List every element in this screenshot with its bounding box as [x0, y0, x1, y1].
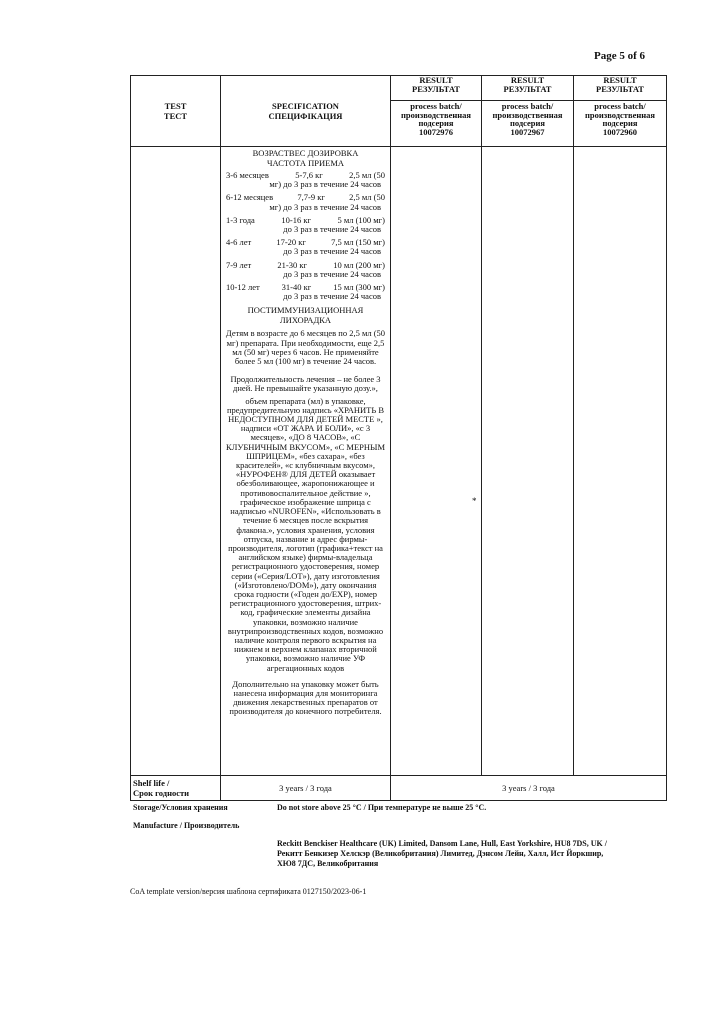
footer-template-version: CoA template version/версия шаблона сертификата 0127150/2023-06-1	[130, 887, 367, 896]
storage-value: Do not store above 25 °C / При температуре не выше 25 °С.	[277, 803, 487, 812]
manufacturer-label: Manufacture / Производитель	[133, 821, 240, 830]
test-header-en: TEST	[164, 101, 187, 111]
shelf-life-spec: 3 years / 3 года	[221, 776, 391, 801]
storage-label: Storage/Условия хранения	[133, 803, 228, 812]
batch-header-3: process batch/ производственная подсерия 10072960	[574, 101, 667, 147]
dosage-header: ВОЗРАСТВЕС ДОЗИРОВКА	[252, 148, 359, 158]
batch-number: 10072976	[419, 126, 453, 137]
shelf-life-result: 3 years / 3 года	[391, 776, 667, 801]
packaging-paragraph: объем препарата (мл) в упаковке, предупредительную надпись «ХРАНИТЬ В НЕДОСТУПНОМ ДЛЯ ДЕТЕЙ МЕСТЕ », надписи «ОТ ЖАРА И БОЛИ», «с 3 месяцев», «ДО 8 ЧАСОВ», «С КЛУБНИЧНЫМ ВКУСОМ», «С МЕРНЫМ ШПРИЦЕМ», «без сахара», «без красителей», «с клубничным вкусом», «НУРОФЕН® ДЛЯ ДЕТЕЙ оказывает обезболивающее, жаропонижающее и противовоспалительное действие », графическое изображение шприца с надписью «NUROFEN», «Использовать в течение 6 месяцев после вскрытия флакона.», условия хранения, условия отпуска, название и адрес фирмы-производителя, логотип (графика+текст на английском языке) фирмы-владельца регистрационного удостоверения, номер серии («Серия/LOT»), дату изготовления («Изготовлено/DOM»), дату окончания срока годности («Годен до/EXP), номер регистрационного удостоверения, штрих-код, графические элементы дизайна упаковки, возможно наличие внутрипроизводственных кодов, возможно наличие контроля первого вскрытия на нижнем и верхнем клапанах вторичной упаковки, возможно наличие УФ агрегационных кодов	[225, 395, 386, 673]
result-cell-1	[391, 147, 482, 776]
section-title: ПОСТИММУНИЗАЦИОННАЯ	[247, 305, 364, 316]
test-column-header	[131, 76, 221, 147]
dosage-row: 4-6 лет 17-20 кг 7,5 мл (150 мг) до 3 раз в течение 24 часов	[226, 237, 385, 257]
dosage-row: 3-6 месяцев 5-7,6 кг 2,5 мл (50 мг) до 3 раз в течение 24 часов	[226, 170, 385, 190]
spec-header-en: SPECIFICATION	[272, 101, 339, 111]
batch-header-1: process batch/ производственная подсерия 10072976	[391, 101, 482, 147]
spec-header-ru: СПЕЦИФІКАЦИЯ	[268, 111, 343, 121]
batch-header-2: process batch/ производственная подсерия 10072967	[482, 101, 574, 147]
batch-number: 10072960	[603, 126, 637, 137]
dosage-spec-cell	[221, 147, 391, 776]
result-header-3: RESULT РЕЗУЛЬТАТ	[574, 76, 667, 101]
duration-paragraph: Продолжительность лечения – не более 3 дней. Не превышайте указанную дозу.»,	[230, 374, 381, 394]
dosage-row: 6-12 месяцев 7,7-9 кг 2,5 мл (50 мг) до 3 раз в течение 24 часов	[226, 192, 385, 212]
result-header-2: RESULT РЕЗУЛЬТАТ	[482, 76, 574, 101]
dosage-paragraph: Детям в возрасте до 6 месяцев по 2,5 мл (50 мг) препарата. При необходимости, еще 2,5 мл (50 мг) через 6 часов. Не применяйте более 5 мл (100 мг) в течение 24 часов.	[225, 328, 386, 367]
dosage-row: 1-3 года 10-16 кг 5 мл (100 мг) до 3 раз в течение 24 часов	[226, 214, 385, 235]
shelf-life-label: Shelf life / Срок годности	[131, 776, 221, 801]
batch-number: 10072967	[510, 126, 545, 137]
dosage-row: 7-9 лет 21-30 кг 10 мл (200 мг) до 3 раз в течение 24 часов	[226, 259, 385, 279]
manufacturer-value: Reckitt Benckiser Healthcare (UK) Limited, Dansom Lane, Hull, East Yorkshire, HU8 7DS, UK / Рекитт Бенкизер Хелскэр (Великобритания) Лимитед, Дэнсом Лейн, Халл, Ист Йоркшир, ХЮ8 7ДС, Великобритания	[277, 839, 607, 868]
stray-mark: *	[472, 496, 477, 506]
result-cell-2	[482, 147, 574, 776]
page-number: Page 5 of 6	[594, 50, 646, 62]
test-header-ru: ТЕСТ	[163, 111, 188, 121]
result-header-1: RESULT РЕЗУЛЬТАТ	[391, 76, 482, 101]
result-cell-3	[574, 147, 667, 776]
additional-info-paragraph: Дополнительно на упаковку может быть нанесена информация для мониторинга движения лекарственных препаратов от производителя до конечного потребителя.	[229, 678, 382, 717]
spec-column-header	[221, 76, 391, 147]
section-title-2: ЛИХОРАДКА	[279, 315, 332, 326]
dosage-row: 10-12 лет 31-40 кг 15 мл (300 мг) до 3 раз в течение 24 часов	[226, 282, 385, 302]
dosage-header-2: ЧАСТОТА ПРИЕМА	[266, 158, 345, 168]
results-table	[130, 75, 667, 801]
test-cell	[131, 147, 221, 776]
